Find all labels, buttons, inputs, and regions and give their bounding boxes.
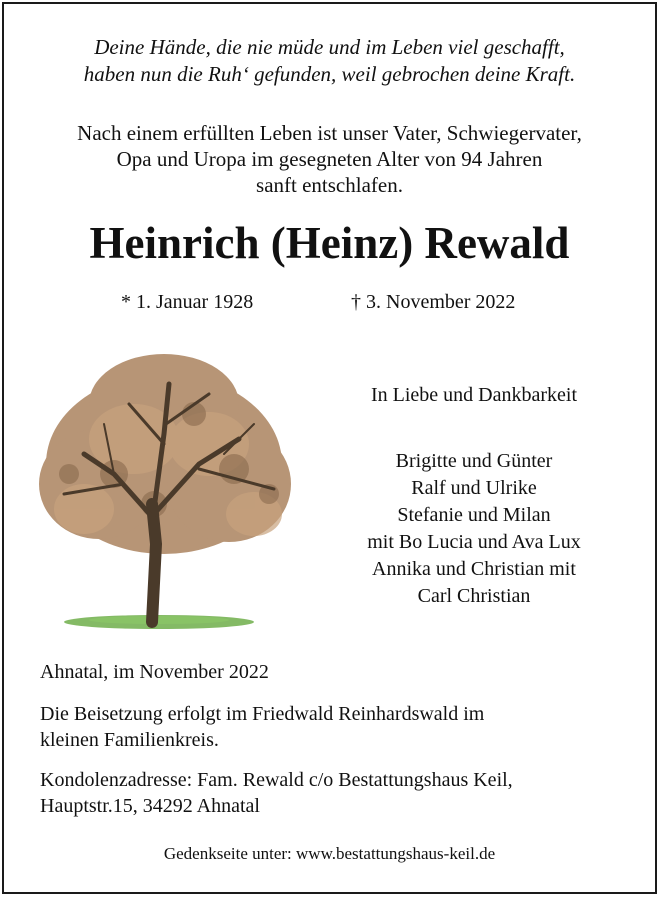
intro-line: Opa und Uropa im gesegneten Alter von 94 Jahren: [116, 147, 543, 171]
family-member: Annika und Christian mit: [372, 558, 576, 580]
tree-illustration: [24, 344, 309, 634]
family-member: Ralf und Ulrike: [411, 477, 537, 499]
family-list: [304, 448, 644, 610]
burial-line: Die Beisetzung erfolgt im Friedwald Reinhardswald im: [40, 703, 485, 725]
intro-line: Nach einem erfüllten Leben ist unser Vater, Schwiegervater,: [77, 121, 582, 145]
address-line: Hauptstr.15, 34292 Ahnatal: [40, 795, 260, 817]
thanks-line: In Liebe und Dankbarkeit: [370, 384, 578, 406]
burial-notice: [40, 701, 640, 753]
poem-line: haben nun die Ruh‘ gefunden, weil gebrochen deine Kraft.: [83, 62, 576, 86]
family-member: Stefanie und Milan: [397, 504, 551, 526]
condolence-address: [40, 767, 640, 819]
address-line: Kondolenzadresse: Fam. Rewald c/o Bestattungshaus Keil,: [40, 769, 513, 791]
poem-line: Deine Hände, die nie müde und im Leben viel geschafft,: [94, 35, 565, 59]
obituary-card: [2, 2, 657, 894]
family-member: Carl Christian: [417, 585, 531, 607]
memorial-page-link[interactable]: Gedenkseite unter: www.bestattungshaus-keil.de: [163, 844, 496, 863]
family-member: mit Bo Lucia und Ava Lux: [367, 531, 581, 553]
deceased-name: Heinrich (Heinz) Rewald: [89, 218, 570, 268]
burial-line: kleinen Familienkreis.: [40, 729, 219, 751]
birth-date: * 1. Januar 1928: [121, 291, 254, 313]
intro-text: [4, 120, 655, 198]
death-date: † 3. November 2022: [351, 291, 516, 313]
intro-line: sanft entschlafen.: [256, 173, 403, 197]
family-member: Brigitte und Günter: [395, 450, 553, 472]
poem: [4, 34, 655, 88]
place-date: Ahnatal, im November 2022: [40, 661, 269, 683]
